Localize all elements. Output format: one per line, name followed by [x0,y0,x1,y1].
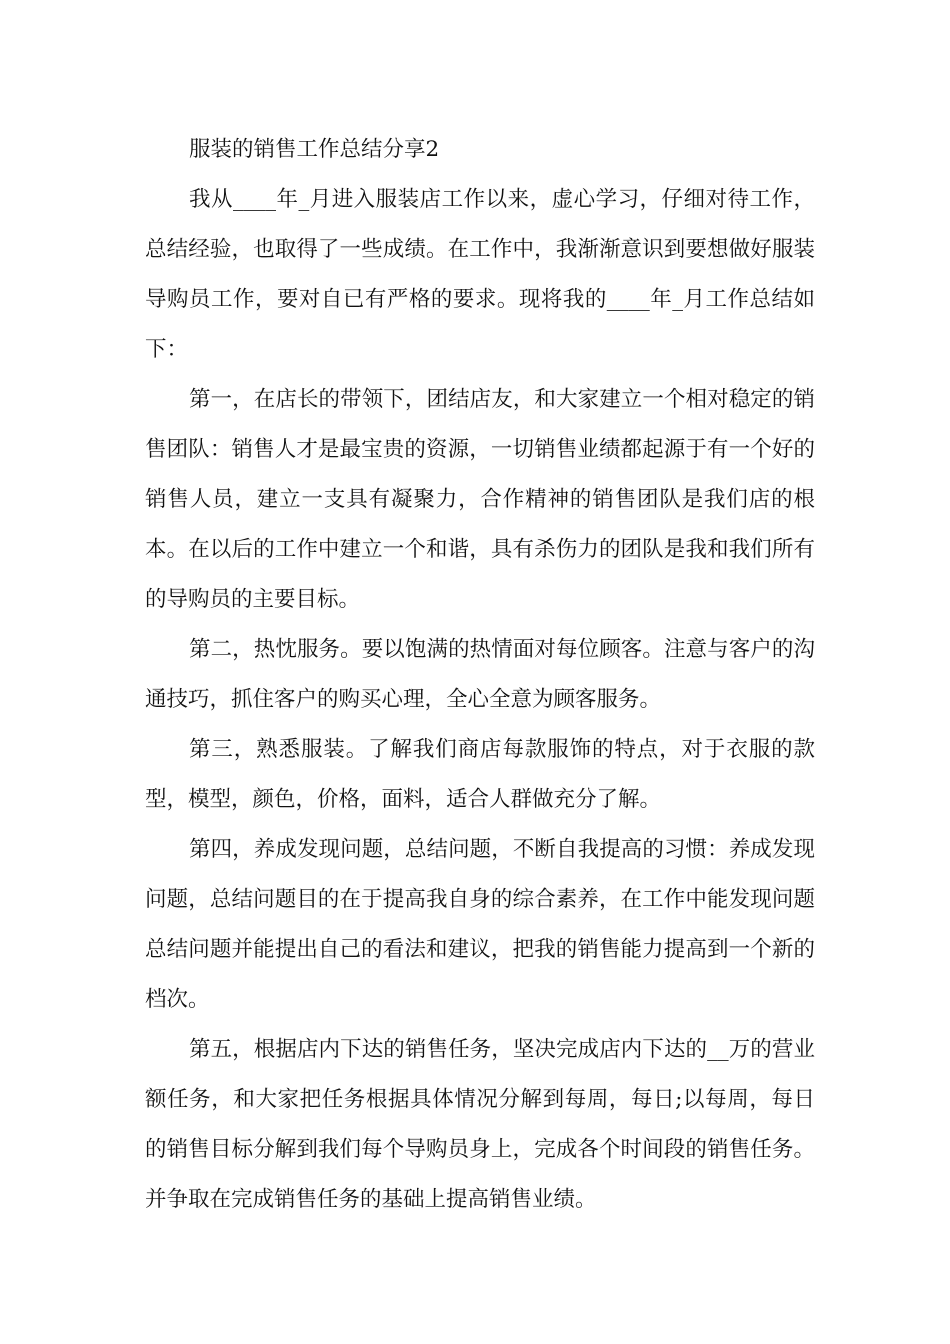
document-body [145,125,815,1225]
paragraph-point-4: 第四，养成发现问题，总结问题，不断自我提高的习惯：养成发现问题，总结问题目的在于提高我自身的综合素养，在工作中能发现问题总结问题并能提出自己的看法和建议，把我的销售能力提高到一个新的档次。 [145,837,815,1012]
paragraph-point-1: 第一，在店长的带领下，团结店友，和大家建立一个相对稳定的销售团队：销售人才是最宝贵的资源，一切销售业绩都起源于有一个好的销售人员，建立一支具有凝聚力，合作精神的销售团队是我们店的根本。在以后的工作中建立一个和谐，具有杀伤力的团队是我和我们所有的导购员的主要目标。 [145,387,815,612]
document-title: 服装的销售工作总结分享2 [189,137,440,162]
paragraph-point-3: 第三，熟悉服装。了解我们商店每款服饰的特点，对于衣服的款型，模型，颜色，价格，面料，适合人群做充分了解。 [145,737,815,812]
paragraph-point-2: 第二，热忱服务。要以饱满的热情面对每位顾客。注意与客户的沟通技巧，抓住客户的购买心理，全心全意为顾客服务。 [145,637,815,712]
paragraph-point-5: 第五，根据店内下达的销售任务，坚决完成店内下达的__万的营业额任务，和大家把任务根据具体情况分解到每周，每日;以每周，每日的销售目标分解到我们每个导购员身上，完成各个时间段的销售任务。并争取在完成销售任务的基础上提高销售业绩。 [145,1037,815,1212]
paragraph-intro: 我从____年_月进入服装店工作以来，虚心学习，仔细对待工作，总结经验，也取得了一些成绩。在工作中，我渐渐意识到要想做好服装导购员工作，要对自已有严格的要求。现将我的____年_月工作总结如下： [145,187,815,362]
